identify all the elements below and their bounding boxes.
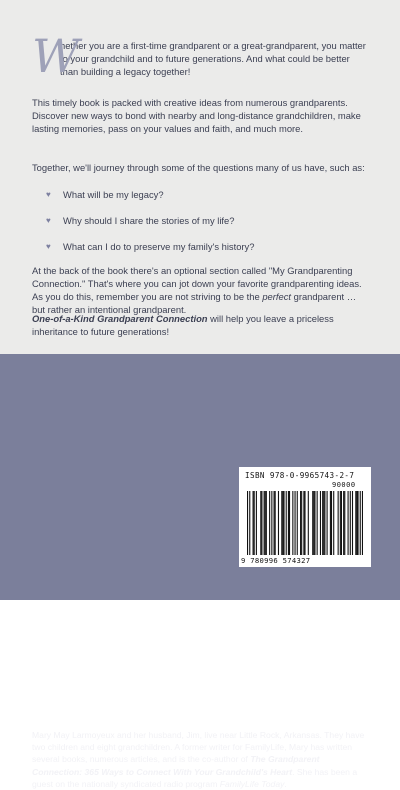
paragraph-text: will help you leave a priceless inheritance to future generations! <box>32 313 334 337</box>
bio-text: Mary May Larmoyeux and her husband, Jim, live near Little Rock, Arkansas. They have two children and eight grandchildren. A former writer for FamilyLife, Mary has written several books, numerous articles, and is the co-author of <box>32 730 365 765</box>
book-title: The Grandparent Connection: 365 Ways to Connect With Your Grandchild's Heart <box>32 754 320 777</box>
list-item-text: What can I do to preserve my family's history? <box>63 241 255 252</box>
intro-text: hether you are a first-time grandparent or a great-grandparent, you matter to your grandchild and to future generations. And what could be better than building a legacy together! <box>60 40 366 77</box>
description-paragraph: This timely book is packed with creative ideas from numerous grandparents. Discover new ways to bond with nearby and long-distance grandchildren, make lasting memories, pass on your values and faith, and much more. <box>32 97 361 134</box>
bio-text: . <box>284 778 287 789</box>
list-item <box>46 240 366 253</box>
intro-paragraph <box>32 29 368 83</box>
heart-icon: ♥ <box>46 242 51 251</box>
barcode-image <box>247 491 363 555</box>
drop-cap: W <box>32 29 80 83</box>
questions-list <box>46 188 366 266</box>
isbn-barcode-box <box>239 467 371 567</box>
emphasis-text: perfect <box>262 291 291 302</box>
optional-section-paragraph <box>32 264 368 316</box>
list-item-text: What will be my legacy? <box>63 189 164 200</box>
questions-intro-paragraph: Together, we'll journey through some of the questions many of us have, such as: <box>32 162 365 173</box>
paragraph-text: At the back of the book there's an optional section called "My Grandparenting Connection." That's where you can jot down your favorite grandparenting ideas. As you do this, remember you are not striving to be the <box>32 265 362 302</box>
ean-digits: 9 780996 574327 <box>241 556 311 565</box>
description-panel <box>0 0 400 354</box>
list-item <box>46 214 366 227</box>
heart-icon: ♥ <box>46 190 51 199</box>
bio-text: . She has been a guest on the nationally syndicated radio program <box>32 766 358 789</box>
author-bio <box>32 729 368 790</box>
list-item-text: Why should I share the stories of my life? <box>63 215 235 226</box>
book-title: One-of-a-Kind Grandparent Connection <box>32 313 208 324</box>
radio-program-title: FamilyLife Today <box>219 778 285 789</box>
heart-icon: ♥ <box>46 216 51 225</box>
list-item <box>46 188 366 201</box>
price-code: 90000 <box>332 481 356 489</box>
isbn-label: ISBN 978-0-9965743-2-7 <box>245 471 355 480</box>
paragraph-text: grandparent … but rather an intentional grandparent. <box>32 291 357 315</box>
closing-paragraph <box>32 312 368 338</box>
